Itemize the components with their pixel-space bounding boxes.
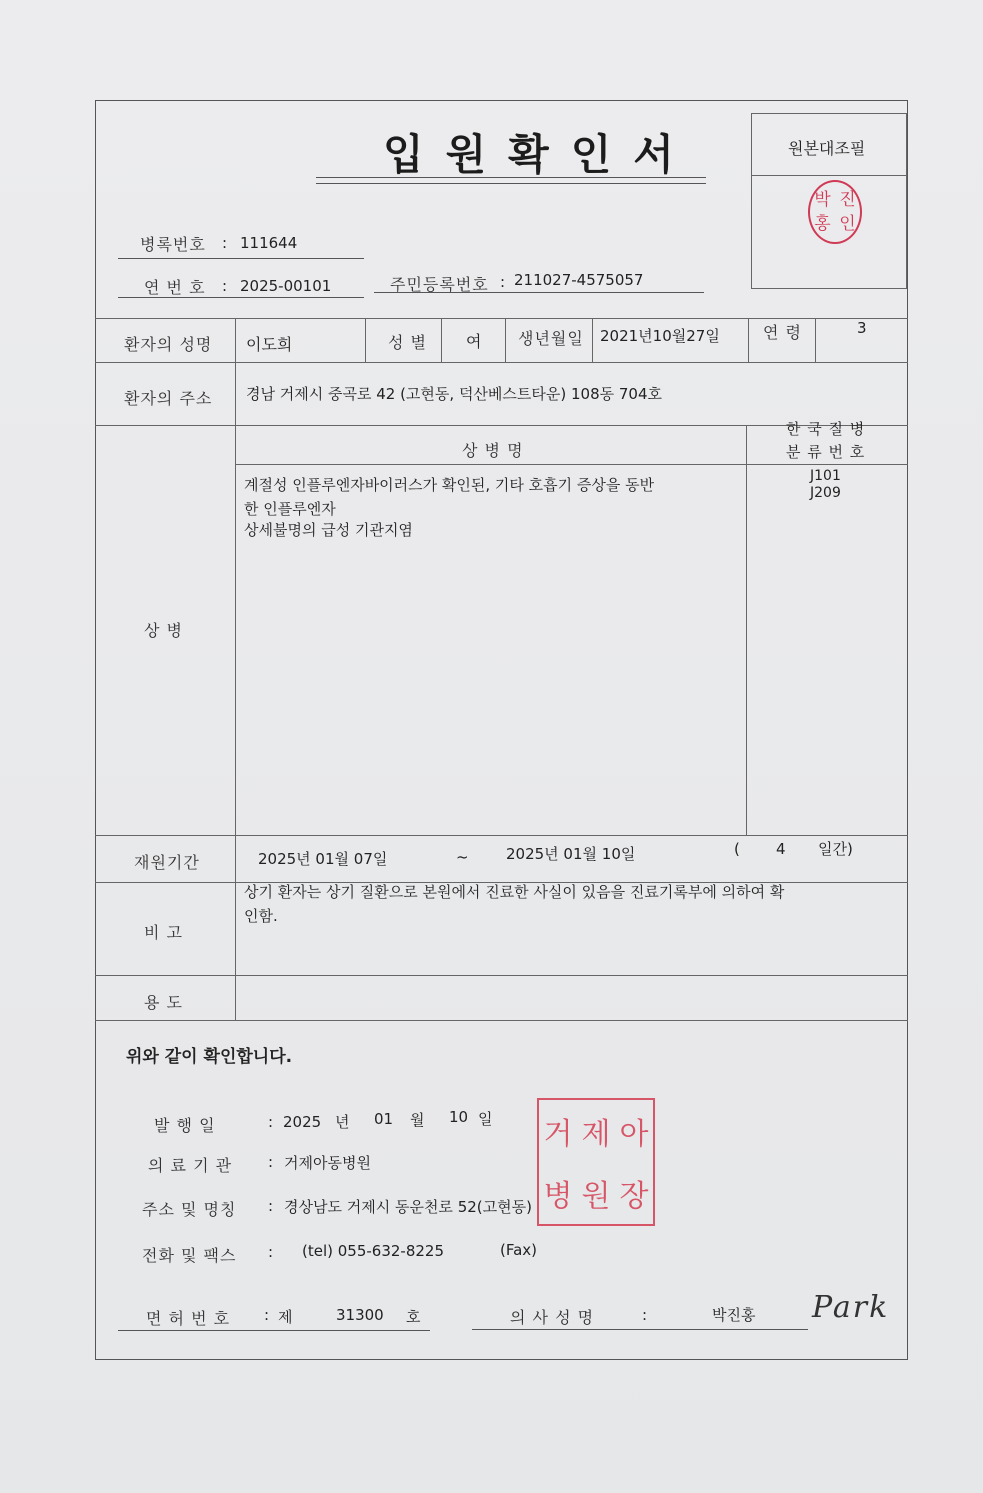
tel-value: (tel) 055-632-8225 [302, 1242, 445, 1260]
diagnosis-line-1: 계절성 인플루엔자바이러스가 확인된, 기타 호흡기 증상을 동반 [244, 476, 655, 494]
issue-day: 10 [449, 1108, 469, 1126]
doctor-underline [472, 1329, 808, 1330]
code-header-1: 한 국 질 병 [786, 420, 866, 438]
license-label: 면 허 번 호 [146, 1309, 231, 1328]
col-line-sexval [505, 318, 506, 362]
hospital-seal: 거 제 아 병 원 장 [537, 1098, 655, 1226]
issue-year: 2025 [283, 1113, 322, 1131]
doctor-signature: Park [812, 1290, 890, 1325]
stay-from: 2025년 01월 07일 [258, 850, 388, 868]
address-name-label: 주소 및 명칭 [142, 1200, 237, 1219]
diagnosis-code-1: J101 [810, 468, 841, 484]
table-top-line [95, 318, 908, 319]
issue-year-unit: 년 [335, 1113, 350, 1131]
stay-to: 2025년 01월 10일 [506, 845, 636, 863]
record-no-colon: : [222, 234, 228, 252]
license-colon: : [264, 1306, 270, 1324]
license-prefix: 제 [278, 1308, 293, 1326]
col-line-sex [441, 318, 442, 362]
issue-date-colon: : [268, 1113, 274, 1131]
issue-date-label: 발 행 일 [154, 1116, 216, 1135]
record-no-value: 111644 [240, 234, 298, 252]
col-line-dobval [748, 318, 749, 362]
tel-fax-label: 전화 및 팩스 [142, 1246, 237, 1265]
col-line-name [365, 318, 366, 362]
remark-label: 비 고 [144, 923, 183, 942]
diagnosis-line-2: 한 인플루엔자 [244, 500, 336, 518]
usage-label: 용 도 [144, 993, 183, 1012]
row-line-1 [95, 362, 908, 363]
doctor-label: 의 사 성 명 [510, 1308, 595, 1327]
fax-value: (Fax) [500, 1241, 538, 1259]
stay-days-unit: 일간) [818, 840, 853, 858]
rrn-colon: : [500, 273, 506, 291]
issue-month: 01 [374, 1110, 394, 1128]
address-value: 경남 거제시 중곡로 42 (고현동, 덕산베스트타운) 108동 704호 [246, 385, 662, 403]
title-underline-1 [316, 177, 706, 178]
diagnosis-line-3: 상세불명의 급성 기관지염 [244, 521, 413, 539]
stay-open-paren: ( [734, 840, 740, 858]
document-title: 입원확인서 [383, 130, 696, 179]
institution-value: 거제아동병원 [284, 1154, 371, 1172]
issue-day-unit: 일 [478, 1110, 493, 1128]
license-underline [118, 1330, 430, 1331]
tel-fax-colon: : [268, 1243, 274, 1261]
address-name-colon: : [268, 1197, 274, 1215]
issue-month-unit: 월 [410, 1111, 425, 1129]
sex-value: 여 [466, 332, 482, 351]
patient-name-value: 이도희 [246, 335, 293, 354]
address-label: 환자의 주소 [124, 389, 213, 408]
institution-colon: : [268, 1153, 274, 1171]
stay-tilde: ~ [456, 848, 469, 866]
license-suffix: 호 [406, 1308, 421, 1326]
diagnosis-label: 상 병 [144, 621, 183, 640]
row-line-6 [95, 1020, 908, 1021]
hospital-address: 경상남도 거제시 동운천로 52(고현동) [284, 1198, 532, 1216]
col-line-age [815, 318, 816, 362]
license-number: 31300 [336, 1306, 384, 1324]
diagnosis-name-header: 상 병 명 [462, 441, 524, 460]
record-no-underline [118, 258, 364, 259]
rrn-value: 211027-4575057 [514, 271, 644, 289]
remark-line-2: 인함. [244, 907, 278, 925]
sex-label: 성 별 [388, 333, 427, 352]
original-box-divider [751, 175, 907, 176]
serial-colon: : [222, 277, 228, 295]
code-header-2: 분 류 번 호 [786, 443, 866, 461]
institution-label: 의 료 기 관 [148, 1156, 233, 1175]
row-line-3 [95, 835, 908, 836]
patient-name-label: 환자의 성명 [124, 335, 213, 354]
col-line-dob [592, 318, 593, 362]
confirm-statement: 위와 같이 확인합니다. [126, 1047, 293, 1067]
doctor-colon: : [642, 1306, 648, 1324]
stay-days: 4 [776, 840, 786, 858]
age-label: 연 령 [763, 323, 802, 342]
dob-label: 생년월일 [518, 329, 584, 348]
age-value: 3 [857, 319, 867, 337]
doctor-name: 박진홍 [712, 1306, 756, 1324]
remark-line-1: 상기 환자는 상기 질환으로 본원에서 진료한 사실이 있음을 진료기록부에 의하여 확 [244, 883, 785, 901]
stay-label: 재원기간 [134, 853, 200, 872]
original-check-label: 원본대조필 [788, 139, 866, 158]
serial-underline [118, 297, 364, 298]
title-underline-2 [316, 183, 706, 184]
label-col-line [235, 318, 236, 1020]
serial-label: 연 번 호 [144, 278, 206, 297]
diag-header-line [236, 464, 908, 465]
row-line-5 [95, 975, 908, 976]
record-no-label: 병록번호 [140, 235, 206, 254]
serial-value: 2025-00101 [240, 277, 332, 295]
dob-value: 2021년10월27일 [600, 327, 720, 345]
rrn-underline [374, 292, 704, 293]
original-check-seal: 박 진 홍 인 [808, 180, 862, 244]
rrn-label: 주민등록번호 [390, 275, 489, 294]
diagnosis-code-2: J209 [810, 485, 841, 501]
col-line-code [746, 425, 747, 835]
